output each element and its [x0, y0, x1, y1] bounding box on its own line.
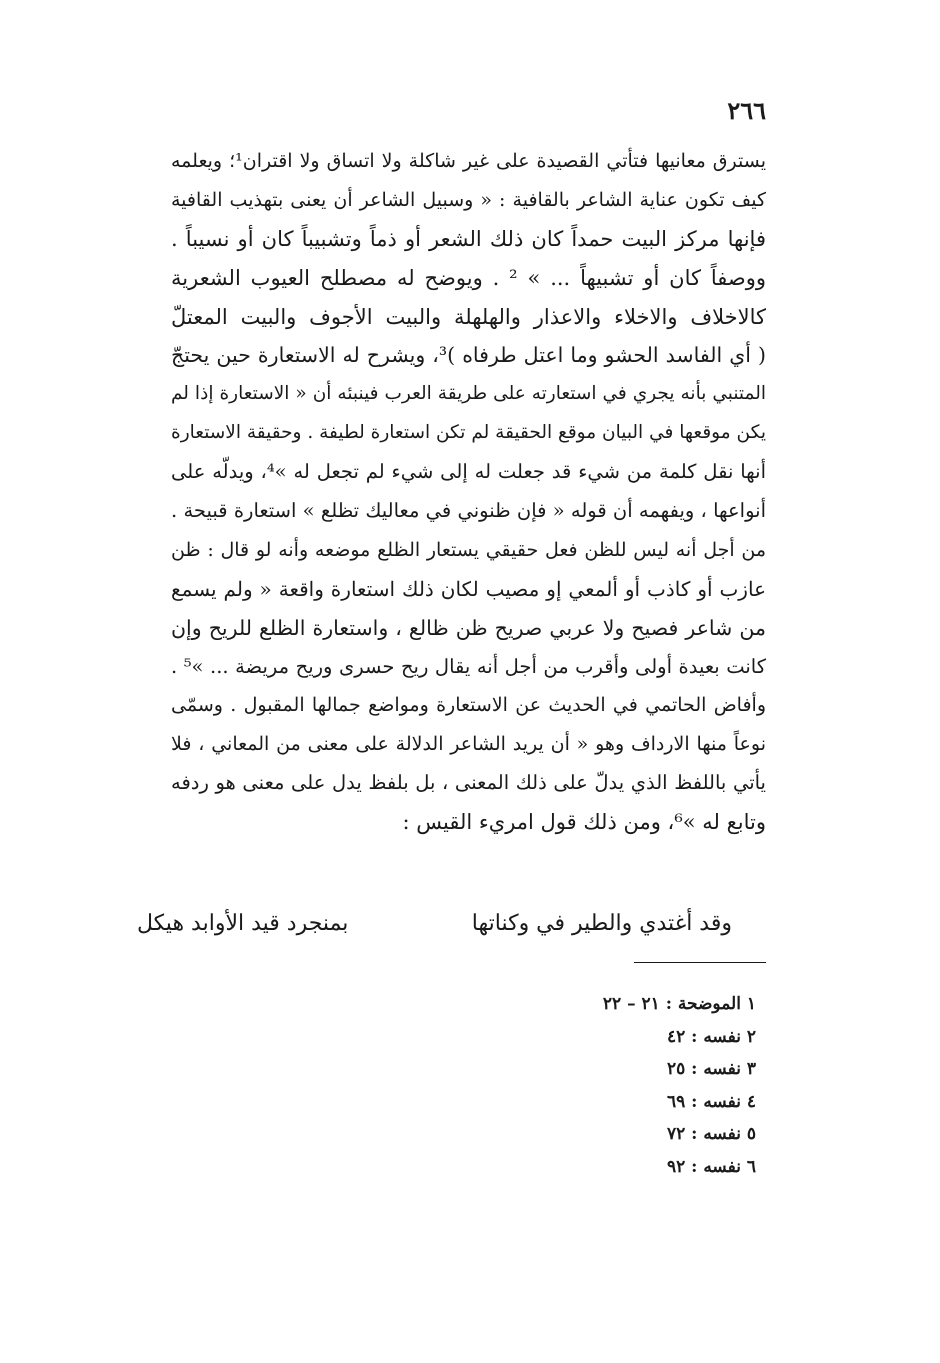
text-line: من أجل أنه ليس للظن فعل حقيقي يستعار الظلع موضعه وأنه لو قال : ظن — [171, 538, 766, 561]
text-line: المتنبي بأنه يجري في استعارته على طريقة العرب فينبئه أن « الاستعارة إذا لم — [171, 383, 766, 405]
footnote-item: ٢ نفسه : ٤٢ — [666, 1026, 756, 1047]
footnote-divider — [634, 962, 766, 963]
footnotes-list — [603, 988, 756, 1183]
text-line: يسترق معانيها فتأتي القصيدة على غير شاكلة ولا اتساق ولا اقتران¹؛ ويعلمه — [171, 150, 766, 172]
text-line: كيف تكون عناية الشاعر بالقافية : « وسبيل الشاعر أن يعنى بتهذيب القافية — [171, 188, 766, 211]
footnote-item: ٣ نفسه : ٢٥ — [666, 1059, 756, 1079]
text-line: ووصفاً كان أو تشبيهاً ... » ² . ويوضح له مصطلح العيوب الشعرية — [171, 265, 766, 290]
verse-first-hemistich: وقد أغتدي والطير في وكناتها — [471, 910, 732, 936]
text-line: يكن موقعها في البيان موقع الحقيقة لم تكن استعارة لطيفة . وحقيقة الاستعارة — [171, 422, 766, 444]
text-line: عازب أو كاذب أو ألمعي إو مصيب لكان ذلك استعارة واقعة « ولم يسمع — [171, 576, 766, 601]
footnote-item: ٤ نفسه : ٦٩ — [666, 1091, 756, 1112]
text-line: ( أي الفاسد الحشو وما اعتل طرفاه )³، ويشرح له الاستعارة حين يحتجّ — [171, 343, 766, 368]
text-line: من شاعر فصيح ولا عربي صريح ظن ظالع ، واستعارة الظلع للريح وإن — [171, 615, 766, 640]
text-line: أنها نقل كلمة من شيء قد جعلت له إلى شيء لم تجعل له »⁴، ويدلّه على — [171, 460, 766, 484]
verse-second-hemistich: بمنجرد قيد الأوابد هيكل — [137, 910, 349, 936]
text-line: أنواعها ، ويفهمه أن قوله « فإن ظنوني في معاليك تظلع » استعارة قبيحة . — [171, 499, 766, 523]
text-line: كانت بعيدة أولى وأقرب من أجل أنه يقال ريح حسرى وريح مريضة ... »⁵ . — [171, 654, 766, 678]
footnote-item: ١ الموضحة : ٢١ – ٢٢ — [602, 994, 756, 1014]
text-line: يأتي باللفظ الذي يدلّ على ذلك المعنى ، بل بلفظ يدل على معنى هو ردفه — [171, 771, 766, 795]
page-number: ٢٦٦ — [727, 96, 766, 125]
footnote-item: ٦ نفسه : ٩٢ — [666, 1156, 756, 1177]
text-line: فإنها مركز البيت حمداً كان ذلك الشعر أو ذماً وتشبيباً كان أو نسيباً . — [171, 226, 766, 251]
text-line: وتابع له »⁶، ومن ذلك قول امريء القيس : — [402, 810, 766, 835]
body-text — [171, 142, 766, 842]
text-line: نوعاً منها الارداف وهو « أن يريد الشاعر الدلالة على معنى من المعاني ، فلا — [171, 733, 766, 756]
text-line: وأفاض الحاتمي في الحديث عن الاستعارة ومواضع جمالها المقبول . وسمّى — [171, 694, 766, 717]
text-line: كالاخلاف والاخلاء والاعذار والهلهلة والبيت الأجوف والبيت المعتلّ — [171, 304, 766, 329]
footnote-item: ٥ نفسه : ٧٢ — [666, 1124, 756, 1144]
poetry-verse — [137, 903, 732, 943]
